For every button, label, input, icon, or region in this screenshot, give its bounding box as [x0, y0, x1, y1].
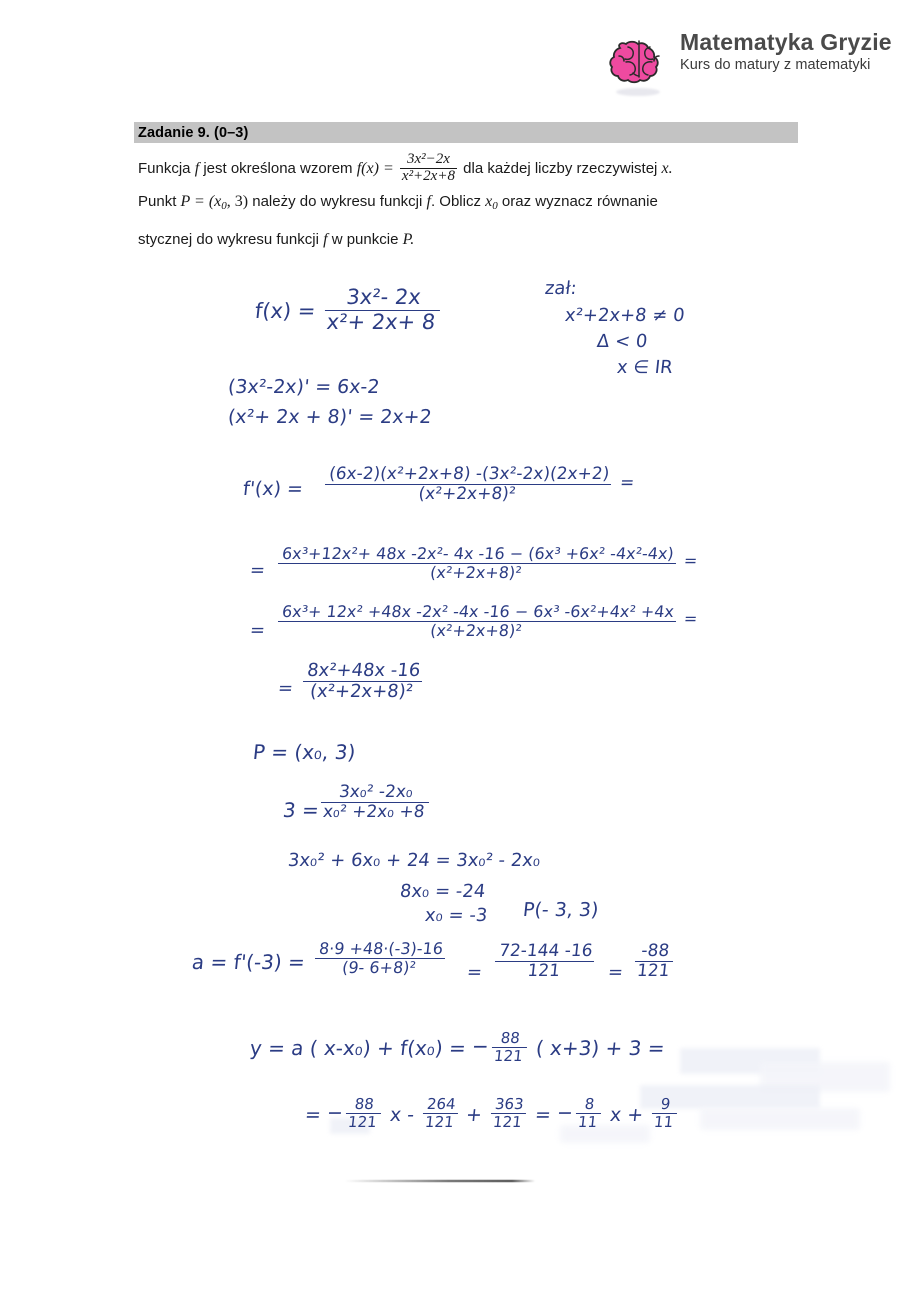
hw-step3-eq-text: =: [248, 620, 267, 641]
hw-slope-fraction-2: [492, 941, 597, 983]
hw-step4-equals: [278, 678, 293, 699]
hw-assumption-label: [545, 278, 577, 299]
logo-shadow: [616, 88, 660, 96]
hw-deriv-den-text: (x²+ 2x + 8)' = 2x+2: [226, 406, 433, 428]
hw-fx-numerator: 3x²- 2x: [345, 285, 423, 309]
hw-tangent-slope-fraction: [490, 1030, 528, 1065]
hw-assumption-2: [597, 331, 647, 352]
hw-final-x1: x -: [388, 1103, 415, 1126]
hw-assumption-1-text: x²+2x+8 ≠ 0: [563, 305, 686, 326]
hw-final-f5-den: 11: [651, 1113, 678, 1131]
hw-slope2-denominator: 121: [493, 961, 594, 981]
hw-slope2-numerator: 72-144 -16: [498, 941, 594, 961]
hw-point-result-text: P(- 3, 3): [521, 899, 600, 921]
problem-text: należy do wykresu funkcji: [252, 193, 423, 211]
hw-tangent-frac-num: 88: [499, 1029, 521, 1047]
hw-final-fraction-1: [344, 1096, 382, 1131]
hw-slope-fraction-1: [312, 939, 448, 979]
hw-step4-eq-text: =: [276, 678, 295, 699]
hw-step2-frac: [276, 545, 678, 582]
hw-step3-numerator: 6x³+ 12x² +48x -2x² -4x -16 − 6x³ -6x²+4x² +4x: [281, 602, 675, 621]
hw-step3-tail: =: [683, 608, 699, 628]
hw-slope-frac2: [493, 942, 596, 981]
problem-fraction: [400, 152, 457, 185]
hw-step4-frac: [301, 661, 424, 702]
problem-text: w punkcie: [331, 231, 399, 249]
hw-final-f3-den: 121: [490, 1113, 527, 1131]
hw-tangent-frac-den: 121: [490, 1047, 527, 1065]
problem-line-1: [138, 152, 788, 185]
hw-step2-fraction: [275, 544, 699, 584]
hw-deriv-num-text: (3x²-2x)' = 6x-2: [226, 376, 381, 398]
hw-tangent-line: y = a ( x-x₀) + f(x₀) = − $\frac{88}{121}$ ( x+3) + 3 =: [248, 1029, 666, 1065]
hw-step2-eq-text: =: [248, 560, 267, 581]
function-symbol: f: [323, 231, 328, 249]
point-p-rhs: , 3): [226, 193, 249, 211]
function-symbol: f: [194, 160, 200, 177]
problem-line-2: [138, 185, 788, 223]
hw-final-fraction-2: [421, 1096, 459, 1131]
hw-slope-label-text: a = f'(-3) =: [190, 950, 307, 974]
hw-function-definition: [253, 285, 443, 336]
hw-three-denominator: x₀² +2x₀ +8: [319, 802, 429, 822]
hw-final-f1-den: 121: [344, 1113, 381, 1131]
scan-edge-line: [345, 1180, 535, 1182]
hw-point-result: [523, 899, 598, 921]
hw-final-fraction-5: [651, 1096, 680, 1131]
point-p-lhs: P = (x: [180, 193, 222, 211]
problem-text: Punkt: [138, 193, 177, 211]
hw-final-f2-num: 264: [425, 1095, 457, 1113]
hw-three-equals: [283, 798, 319, 822]
hw-final-f4-den: 11: [574, 1113, 601, 1131]
hw-final-fraction-3: [490, 1096, 528, 1131]
fraction-numerator: 3x²−2x: [406, 150, 450, 167]
hw-result-text: x₀ = -3: [423, 905, 489, 926]
hw-fx-denominator: x²+ 2x+ 8: [323, 310, 440, 335]
hw-expand-text: 3x₀² + 6x₀ + 24 = 3x₀² - 2x₀: [286, 850, 542, 871]
hw-assumption-3: [617, 357, 673, 378]
formula-lhs: f(x) =: [356, 160, 394, 177]
hw-assumption-text: zał:: [543, 278, 578, 299]
function-symbol: f: [426, 193, 431, 211]
hw-slope-equals-2: [608, 962, 623, 983]
problem-text: . Oblicz: [430, 193, 481, 211]
hw-step3-frac: [276, 603, 678, 640]
hw-slope-eq2-text: =: [606, 962, 625, 983]
hw-final-fraction-4: [574, 1096, 603, 1131]
task-banner: [134, 122, 798, 143]
task-banner-label: Zadanie 9. (0–3): [138, 124, 249, 141]
hw-final-f4-num: 8: [583, 1095, 596, 1113]
hw-fx-fraction: [323, 286, 443, 334]
hw-point-text: P = (x₀, 3): [251, 740, 357, 764]
hw-expand-line: [288, 850, 540, 871]
hw-step4-fraction: [300, 660, 425, 704]
hw-final-f5-num: 9: [660, 1095, 672, 1113]
brain-icon: [606, 26, 672, 100]
x-zero-symbol: [485, 193, 498, 213]
x-zero-base: x: [485, 193, 493, 211]
hw-step2-denominator: (x²+2x+8)²: [276, 563, 676, 582]
hw-final-x2: x +: [608, 1103, 645, 1126]
hw-three-eq-text: 3 =: [281, 798, 321, 822]
hw-three-fraction: [318, 782, 432, 824]
hw-assumption-2-text: Δ < 0: [595, 331, 649, 352]
hw-step2-tail: =: [682, 550, 699, 570]
hw-three-frac: [319, 783, 431, 822]
hw-fprime-label-text: f'(x) =: [241, 478, 305, 500]
hw-step3-equals: [250, 620, 265, 641]
problem-text: jest określona wzorem: [203, 160, 353, 177]
problem-statement: [138, 152, 788, 256]
hw-fprime-denominator: (x²+2x+8)²: [323, 484, 611, 504]
hw-result-line: [425, 905, 487, 926]
hw-step3-denominator: (x²+2x+8)²: [276, 621, 676, 640]
hw-fprime-frac: [323, 465, 613, 504]
hw-slope3-denominator: 121: [633, 961, 674, 981]
hw-fprime-equals: =: [618, 472, 635, 493]
point-p-symbol: P.: [402, 231, 415, 249]
hw-solve-text: 8x₀ = -24: [398, 881, 487, 902]
hw-tangent-lhs: y = a ( x-x₀) + f(x₀) =: [248, 1035, 468, 1060]
problem-text: Funkcja: [138, 160, 191, 177]
problem-line-3: [138, 223, 788, 256]
hw-step4-numerator: 8x²+48x -16: [306, 660, 422, 681]
hw-final-line: = − $\frac{88}{121}$ x - $\frac{264}{121}$ + $\frac{363}{121}$ = − $\frac{8}{11}$ x + $\frac{9}{11}$: [305, 1098, 681, 1133]
hw-slope-equals-1: [467, 962, 482, 983]
hw-final-eq2: =: [533, 1103, 553, 1126]
hw-step3-fraction: [275, 602, 699, 642]
hw-fprime-label: [243, 478, 303, 500]
logo-subtitle: Kurs do matury z matematyki: [680, 57, 871, 74]
hw-slope-denominator: (9- 6+8)²: [313, 958, 445, 977]
hw-slope-eq1-text: =: [465, 962, 484, 983]
fraction-denominator: x²+2x+8: [401, 167, 455, 184]
hw-final-f1-num: 88: [353, 1095, 375, 1113]
hw-fprime-fraction: [322, 464, 635, 506]
site-logo: [606, 26, 906, 104]
hw-final-f3-num: 363: [494, 1095, 525, 1113]
hw-final-eq: =: [303, 1103, 323, 1126]
hw-fprime-numerator: (6x-2)(x²+2x+8) -(3x²-2x)(2x+2): [328, 464, 611, 484]
scan-smudge: [700, 1108, 860, 1130]
problem-text: dla każdej liczby rzeczywistej: [463, 160, 658, 177]
hw-tangent-tail: ( x+3) + 3 =: [534, 1035, 666, 1060]
hw-slope-numerator: 8·9 +48·(-3)-16: [318, 939, 444, 958]
hw-final-f2-den: 121: [421, 1113, 458, 1131]
x-zero-subscript: 0: [492, 200, 498, 213]
hw-assumption-3-text: x ∈ IR: [615, 357, 674, 378]
hw-slope-fraction-3: [632, 941, 676, 983]
hw-derivative-denominator-rule: [228, 406, 432, 428]
hw-slope-frac1: [313, 940, 447, 977]
hw-solve-line: [400, 881, 485, 902]
hw-final-plus: +: [465, 1103, 484, 1126]
hw-slope-frac3: [633, 942, 676, 981]
logo-title: Matematyka Gryzie: [680, 29, 892, 55]
hw-assumption-1: [565, 305, 685, 326]
point-p-subscript: 0: [221, 200, 227, 213]
hw-fx-label: f(x) =: [253, 299, 317, 324]
variable-x: x.: [661, 160, 673, 177]
hw-derivative-numerator-rule: [228, 376, 379, 398]
problem-text: oraz wyznacz równanie: [501, 193, 658, 211]
hw-step4-denominator: (x²+2x+8)²: [301, 681, 422, 702]
hw-point-definition: [253, 740, 355, 764]
hw-step2-numerator: 6x³+12x²+ 48x -2x²- 4x -16 − (6x³ +6x² -4x²-4x): [281, 544, 675, 563]
problem-text: stycznej do wykresu funkcji: [138, 231, 319, 249]
hw-step2-equals: [250, 560, 265, 581]
hw-three-numerator: 3x₀² -2x₀: [337, 782, 414, 802]
point-p-definition: [180, 193, 249, 213]
hw-slope-label: [192, 950, 305, 974]
hw-slope3-numerator: -88: [640, 941, 671, 961]
